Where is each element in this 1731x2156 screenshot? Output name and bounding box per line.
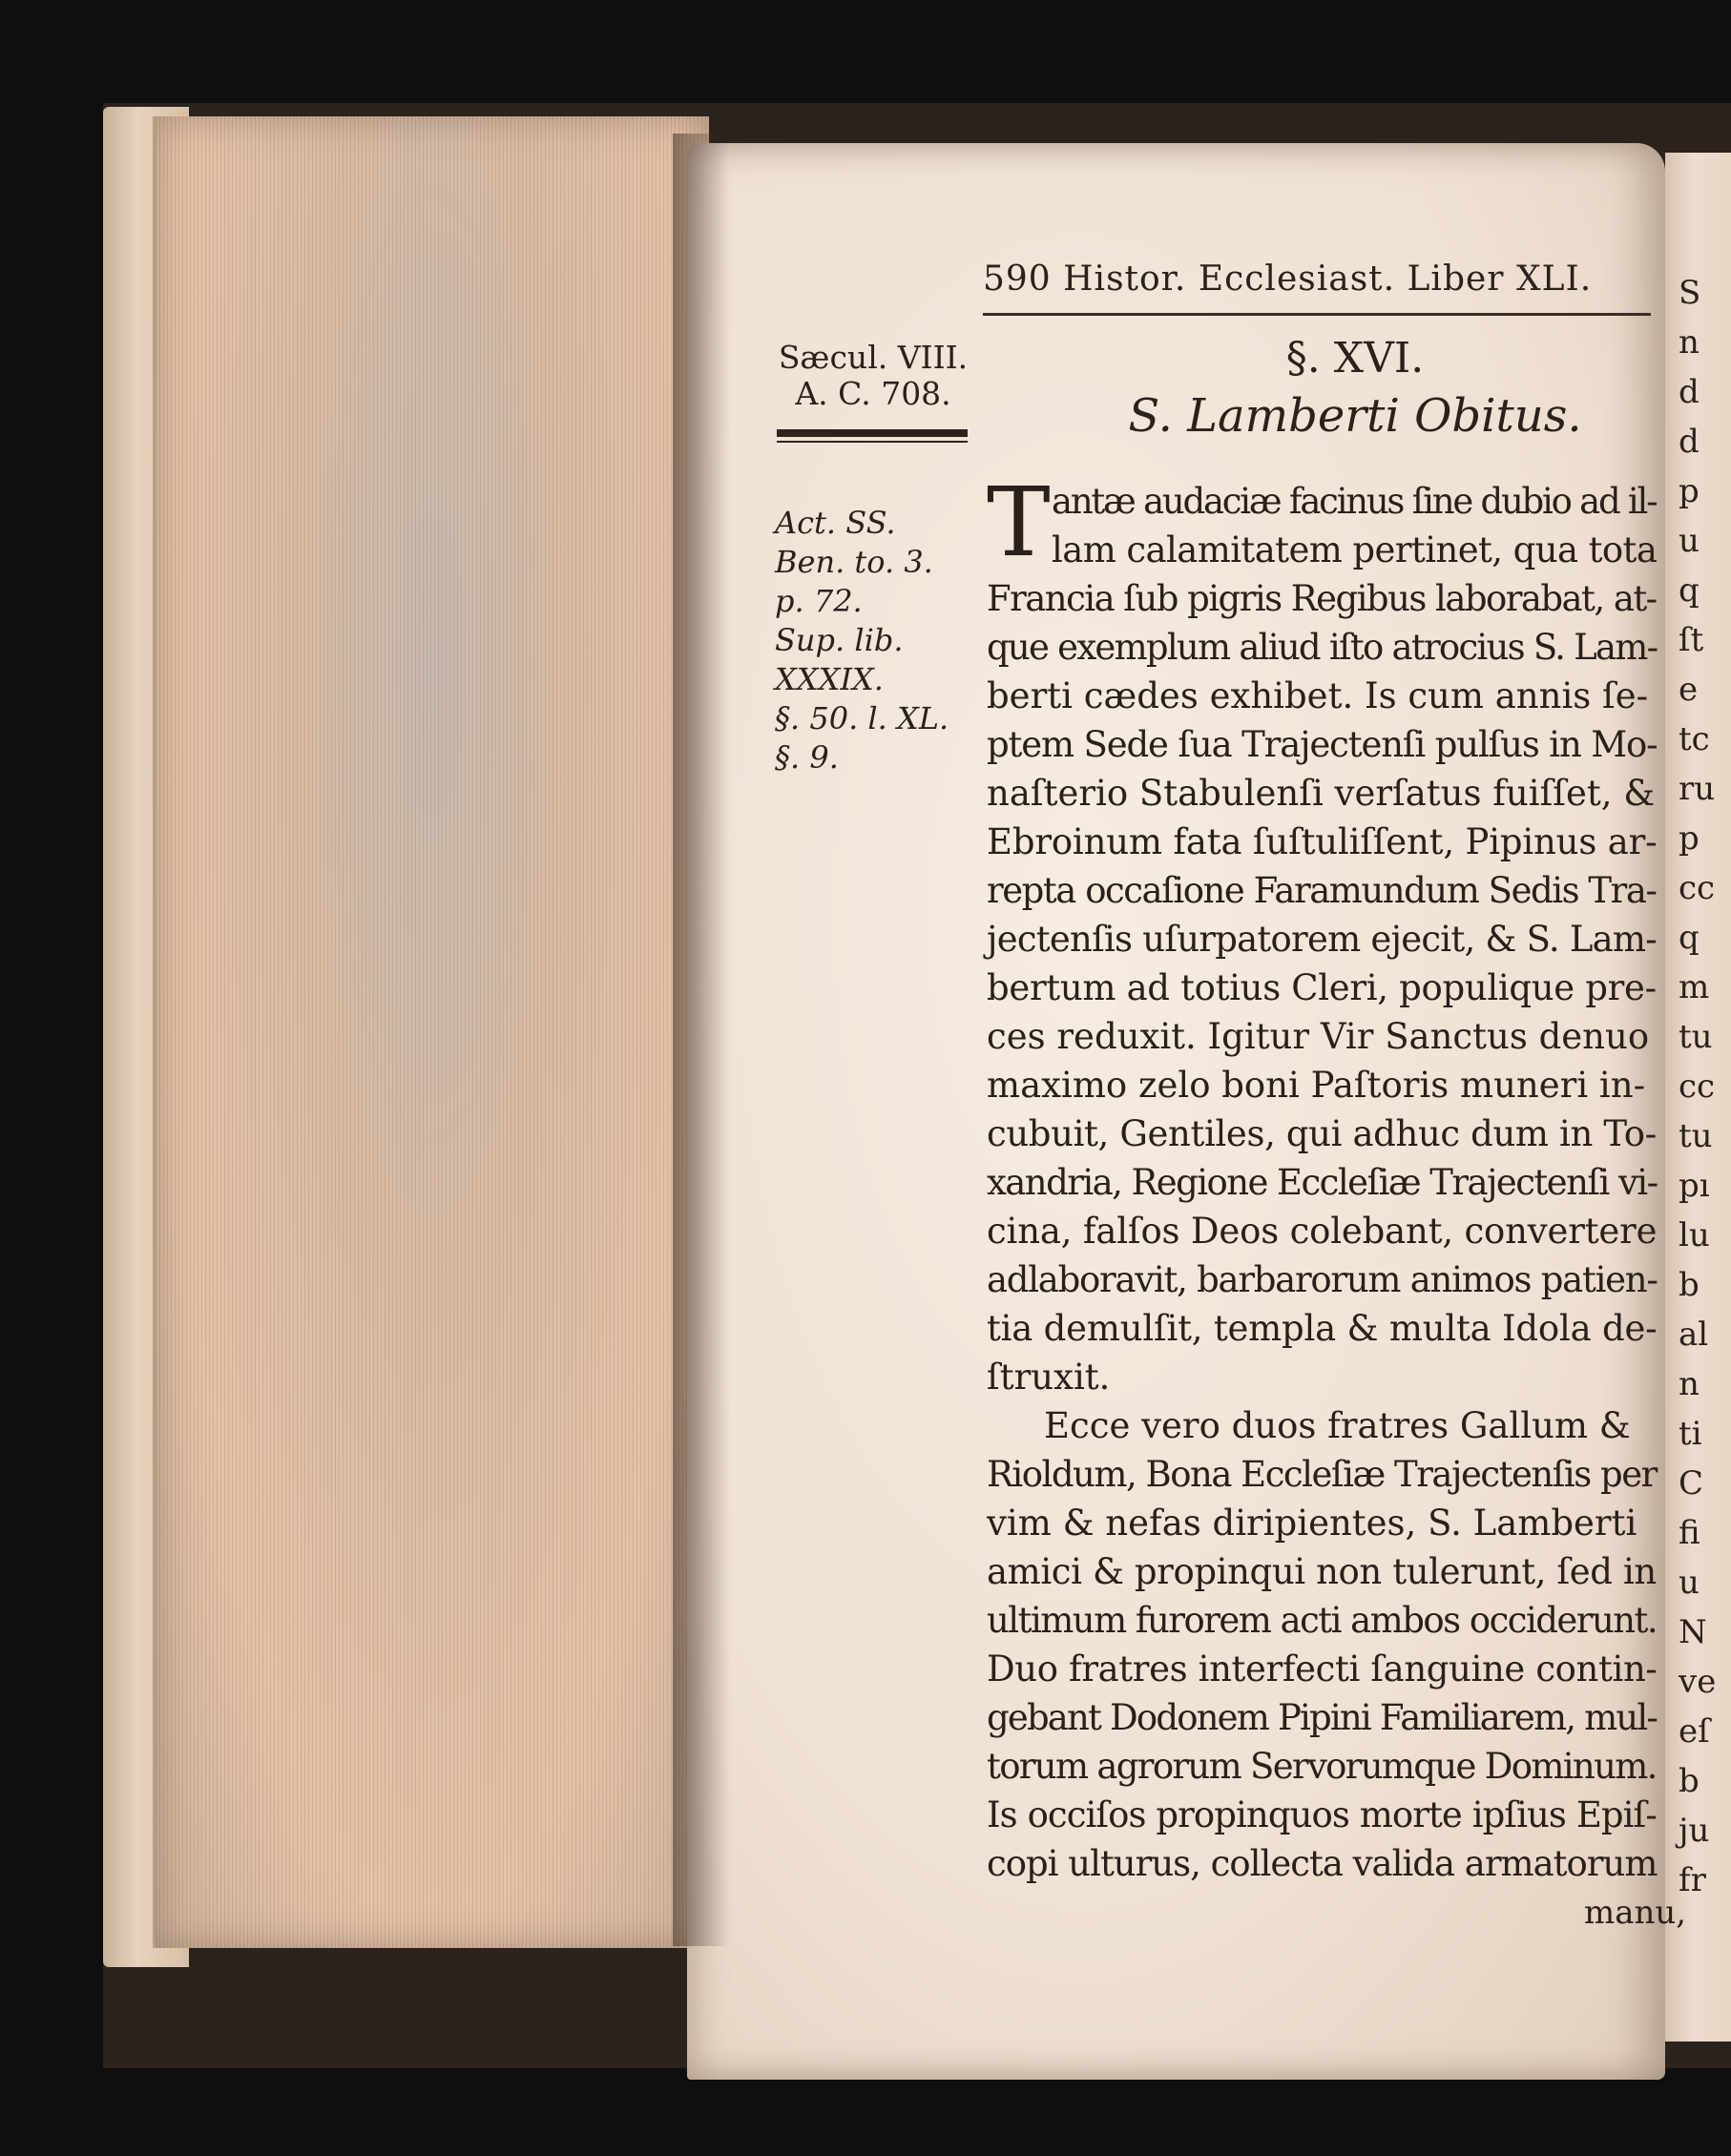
body-line: cubuit, Gentiles, qui adhuc dum in To- — [987, 1113, 1657, 1154]
facing-page-fragment: ju — [1679, 1812, 1710, 1850]
facing-page-fragment: p — [1679, 472, 1700, 510]
body-line: bertum ad totius Cleri, populique pre- — [987, 967, 1657, 1008]
drop-cap: T — [987, 466, 1051, 578]
facing-page-fragment: u — [1679, 522, 1700, 560]
body-line: naſterio Stabulenſi verſatus fuiſſet, & — [987, 773, 1656, 814]
catchword: manu, — [1584, 1894, 1687, 1932]
facing-page-fragment: n — [1679, 1365, 1700, 1403]
margin-ref: Sup. lib. — [775, 622, 904, 658]
facing-page-fragment: C — [1679, 1464, 1704, 1503]
facing-page-fragment: m — [1679, 968, 1710, 1006]
facing-page-fragment: eſ — [1679, 1712, 1710, 1751]
running-head: 590 Histor. Ecclesiast. Liber XLI. — [983, 259, 1593, 299]
margin-year: A. C. 708. — [795, 374, 951, 412]
gutter-shadow — [673, 134, 730, 1946]
body-line: ptem Sede ſua Trajectenſi pulſus in Mo- — [987, 724, 1658, 765]
body-line: ultimum furorem acti ambos occiderunt. — [987, 1600, 1658, 1641]
facing-page-fragment: ti — [1679, 1415, 1702, 1453]
body-line: maximo zelo boni Paſtoris muneri in- — [987, 1065, 1646, 1106]
facing-page-fragment: p — [1679, 819, 1700, 858]
margin-rule-thin — [777, 441, 968, 443]
facing-page-fragment: S — [1679, 274, 1701, 312]
body-line: Ebroinum fata ſuſtuliſſent, Pipinus ar- — [987, 821, 1658, 862]
facing-page-fragment: q — [1679, 919, 1700, 957]
page-block-edges — [153, 116, 709, 1948]
body-line: adlaboravit, barbarorum animos patien- — [987, 1259, 1658, 1300]
margin-ref: §. 9. — [775, 739, 839, 776]
facing-page-fragment: cc — [1679, 869, 1716, 907]
body-line: tia demulſit, templa & multa Idola de- — [987, 1308, 1658, 1349]
body-line: gebant Dodonem Pipini Familiarem, mul- — [987, 1697, 1658, 1738]
body-line: berti cædes exhibet. Is cum annis ſe- — [987, 675, 1649, 716]
body-line: Ecce vero duos fratres Gallum & — [1044, 1405, 1631, 1446]
margin-rule-thick — [777, 429, 968, 437]
body-line: copi ulturus, collecta valida armatorum — [987, 1843, 1658, 1884]
body-line: amici & propinqui non tulerunt, ſed in — [987, 1551, 1657, 1592]
facing-page-fragment: tu — [1679, 1117, 1713, 1155]
facing-page-fragment: q — [1679, 571, 1700, 610]
body-line: ſtruxit. — [987, 1357, 1111, 1398]
margin-date — [778, 340, 969, 412]
facing-page-fragment: d — [1679, 373, 1700, 411]
facing-page-fragment: al — [1679, 1316, 1709, 1354]
body-text — [987, 466, 1658, 1888]
facing-page-fragment: N — [1679, 1613, 1707, 1651]
margin-ref: §. 50. l. XL. — [775, 700, 949, 736]
facing-page-fragment: b — [1679, 1266, 1700, 1304]
facing-page-fragment: ve — [1679, 1663, 1717, 1701]
body-line: torum agrorum Servorumque Dominum. — [987, 1746, 1657, 1787]
margin-ref: Act. SS. — [775, 505, 896, 541]
facing-page-fragment: cc — [1679, 1068, 1716, 1106]
body-line: cina, falſos Deos colebant, convertere — [987, 1211, 1658, 1252]
margin-ref: p. 72. — [775, 583, 863, 619]
body-line: Francia ſub pigris Regibus laborabat, at- — [987, 578, 1657, 619]
body-line: repta occaſione Faramundum Sedis Tra- — [987, 870, 1657, 911]
section-title: S. Lamberti Obitus. — [1128, 389, 1582, 443]
margin-ref: XXXIX. — [775, 661, 884, 697]
facing-page-edge — [1665, 153, 1731, 2042]
facing-page-fragment: ru — [1679, 770, 1716, 808]
section-number: §. XVI. — [1285, 334, 1425, 383]
body-line: lam calamitatem pertinet, qua tota — [1052, 529, 1658, 570]
body-line: antæ audaciæ facinus ſine dubio ad il- — [1052, 481, 1657, 522]
facing-page-fragment: e — [1679, 671, 1699, 709]
body-line: jectenſis uſurpatorem ejecit, & S. Lam- — [987, 919, 1657, 960]
body-line: xandria, Regione Eccleſiæ Trajectenſi vi- — [987, 1162, 1658, 1203]
facing-page-fragment: b — [1679, 1762, 1700, 1800]
margin-century: Sæcul. VIII. — [778, 339, 969, 376]
body-line: Duo fratres interfecti ſanguine contin- — [987, 1648, 1658, 1690]
running-head-rule — [983, 313, 1651, 316]
facing-page-fragment: n — [1679, 323, 1700, 362]
margin-references — [775, 504, 975, 777]
body-line: vim & nefas diripientes, S. Lamberti — [987, 1503, 1637, 1544]
facing-page-fragment: fi — [1679, 1514, 1700, 1552]
body-line: que exemplum aliud iſto atrocius S. Lam- — [987, 627, 1658, 668]
facing-page-fragment: u — [1679, 1564, 1700, 1602]
facing-page-fragment: fr — [1679, 1861, 1706, 1899]
facing-page-fragment: tc — [1679, 720, 1710, 758]
margin-ref: Ben. to. 3. — [775, 544, 933, 580]
facing-page-fragment: ſt — [1679, 621, 1704, 659]
body-line: Is occiſos propinquos morte ipſius Epiſ- — [987, 1794, 1657, 1835]
facing-page-fragment: d — [1679, 423, 1700, 461]
body-line: Rioldum, Bona Eccleſiæ Trajectenſis per — [987, 1454, 1657, 1495]
facing-page-fragment: lu — [1679, 1216, 1710, 1254]
body-line: ces reduxit. Igitur Vir Sanctus denuo — [987, 1016, 1650, 1057]
facing-page-fragment: pı — [1679, 1167, 1710, 1205]
facing-page-fragment: tu — [1679, 1018, 1713, 1056]
